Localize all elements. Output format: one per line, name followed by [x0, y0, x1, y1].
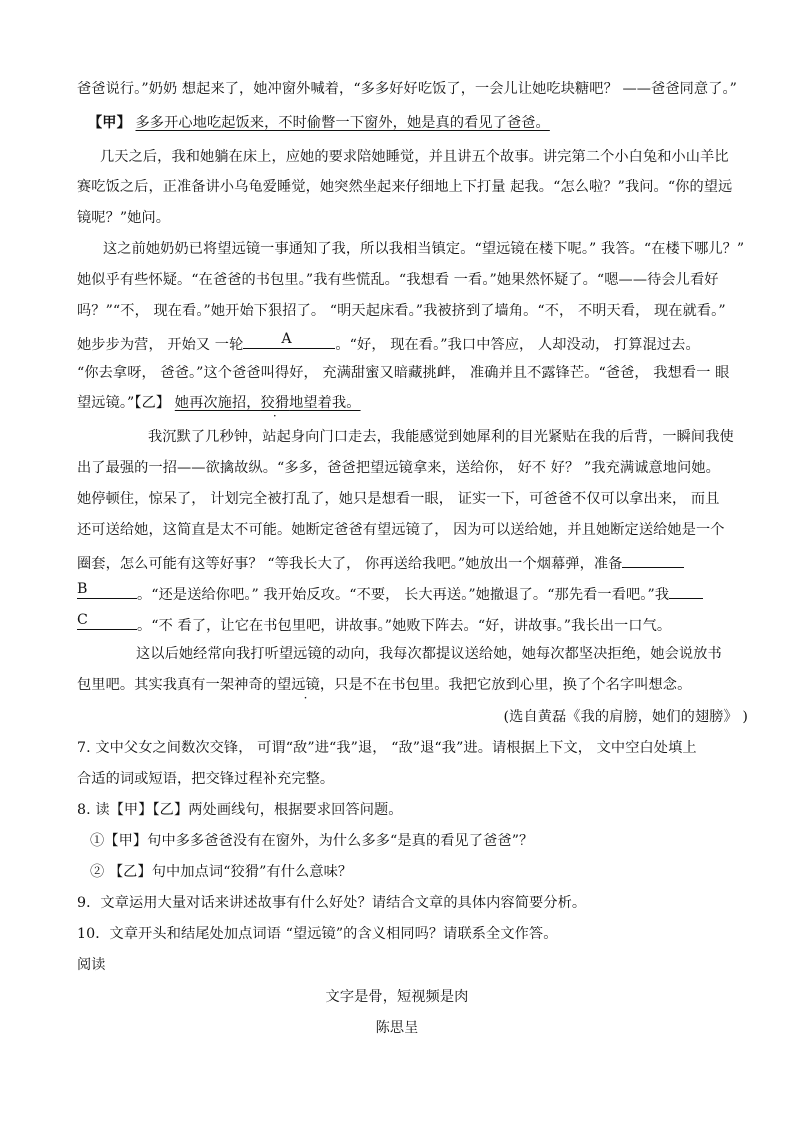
- source-citation: (选自黄磊《我的肩膀，她们的翅膀》 ): [503, 709, 748, 725]
- passage-line-blank-b-start: [77, 551, 754, 574]
- reading-heading: 阅读: [77, 957, 106, 973]
- passage-line: 她似乎有些怀疑。“在爸爸的书包里。”我有些慌乱。“我想看 一看。”她果然怀疑了。“嗯——待会儿看好: [77, 272, 719, 288]
- passage-line-jia: [88, 113, 754, 133]
- passage-line: [77, 675, 754, 695]
- passage-line: 几天之后，我和她躺在床上，应她的要求陪她睡觉，并且讲五个故事。讲完第二个小白兔和小山羊比: [100, 149, 729, 165]
- passage-line: 镜呢？”她问。: [77, 210, 171, 226]
- blank-c-label: C: [77, 612, 88, 628]
- blank-c-start[interactable]: [669, 582, 703, 599]
- passage-line: 我沉默了几秒钟，站起身向门口走去，我能感觉到她犀利的目光紧贴在我的后背，一瞬间我使: [148, 429, 734, 445]
- text-segment: 包里吧。其实我真有一架神奇的望: [77, 677, 292, 693]
- text-segment: 。“好， 现在看。”我口中答应， 人却没动， 打算混过去。: [335, 337, 700, 353]
- passage-line: 这以后她经常向我打听望远镜的动向，我每次都提议送给她，她每次都坚决拒绝，她会说放书: [136, 646, 722, 662]
- passage-line: 爸爸说行。”奶奶 想起来了，她冲窗外喊着，“多多好好吃饭了，一会儿让她吃块糖吧？ ——爸爸同意了。”: [77, 81, 738, 97]
- text-segment: 望远镜。”【乙】: [77, 395, 171, 411]
- dotted-word-telescope: 远镜: [291, 677, 320, 693]
- passage-line-blank-a: [77, 332, 754, 355]
- question-7-cont: 合适的词或短语，把交锋过程补充完整。: [77, 771, 335, 787]
- blank-b-label: B: [77, 581, 88, 597]
- question-9: 9．文章运用大量对话来讲述故事有什么好处？请结合文章的具体内容简要分析。: [77, 895, 587, 911]
- text-segment: 。“不 看了，让它在书包里吧，讲故事。”她败下阵去。“好，讲故事。”我长出一口气。: [137, 618, 672, 634]
- passage-line: “你去拿呀， 爸爸。”这个爸爸叫得好， 充满甜蜜又暗藏挑衅， 准确并且不露锋芒。“爸爸， 我想看一 眼: [77, 365, 730, 381]
- article-title: 文字是骨，短视频是肉: [325, 989, 469, 1005]
- question-8-1: ①【甲】句中多多爸爸没有在窗外，为什么多多“是真的看见了爸爸”？: [90, 833, 534, 849]
- question-7: 7. 文中父女之间数次交锋， 可谓“敌”进“我”退， “敌”退“我”进。请根据上下文， 文中空白处填上: [77, 740, 697, 756]
- blank-a-label: A: [281, 331, 292, 347]
- question-8: 8. 读【甲】【乙】两处画线句，根据要求回答问题。: [77, 802, 403, 818]
- passage-line-blank-b: [77, 582, 754, 605]
- passage-line: 这之前她奶奶已将望远镜一事通知了我，所以我相当镇定。“望远镜在楼下呢。” 我答。“在楼下哪儿？”: [103, 241, 745, 257]
- blank-b[interactable]: [77, 582, 137, 599]
- passage-line: 出了最强的一招——欲擒故纵。“多多，爸爸把望远镜拿来，送给你， 好不 好？ ”我充满诚意地问她。: [77, 460, 720, 476]
- blank-c[interactable]: [77, 613, 137, 630]
- passage-line: 吗？”“不， 现在看。”她开始下狠招了。 “明天起床看。”我被挤到了墙角。“不， 不明天看， 现在就看。”: [77, 303, 726, 319]
- text-segment: 。“还是送给你吧。” 我开始反攻。“不要， 长大再送。”她撤退了。“那先看一看吧。”我: [137, 587, 670, 603]
- text-segment: 圈套，怎么可能有这等好事？ “等我长大了， 你再送给我吧。”她放出一个烟幕弹，准备: [77, 556, 623, 572]
- underlined-sentence-jia: 多多开心地吃起饭来，不时偷瞥一下窗外，她是真的看见了爸爸。: [135, 115, 550, 131]
- blank-b-start[interactable]: [622, 551, 684, 568]
- label-jia: 【甲】: [88, 115, 131, 131]
- passage-line: 还可送给她，这简直是太不可能。她断定爸爸有望远镜了， 因为可以送给她，并且她断定送给她是一个: [77, 522, 725, 538]
- question-8-2: ② 【乙】句中加点词“狡猾”有什么意味？: [90, 864, 353, 880]
- text-segment: 她步步为营， 开始又 一轮: [77, 337, 244, 353]
- passage-line: 她停顿住，惊呆了， 计划完全被打乱了，她只是想看一眼， 证实一下，可爸爸不仅可以拿出来， 而且: [77, 491, 720, 507]
- blank-a[interactable]: [243, 332, 335, 349]
- passage-line-blank-c: [77, 613, 754, 636]
- article-author: 陈思呈: [375, 1020, 419, 1036]
- passage-line-yi: [77, 393, 754, 413]
- passage-line: 赛吃饭之后，正准备讲小乌龟爱睡觉，她突然坐起来仔细地上下打量 起我。“怎么啦？”我问。“你的望远: [77, 179, 733, 195]
- dotted-word-jiaohua: 狡猾: [260, 395, 290, 411]
- underlined-sentence-yi: 她再次施招，狡猾地望着我。: [174, 395, 361, 411]
- question-10: 10．文章开头和结尾处加点词语 “望远镜”的含义相同吗？请联系全文作答。: [77, 926, 558, 942]
- text-segment: ，只是不在书包里。我把它放到心里，换了个名字叫想念。: [319, 677, 692, 693]
